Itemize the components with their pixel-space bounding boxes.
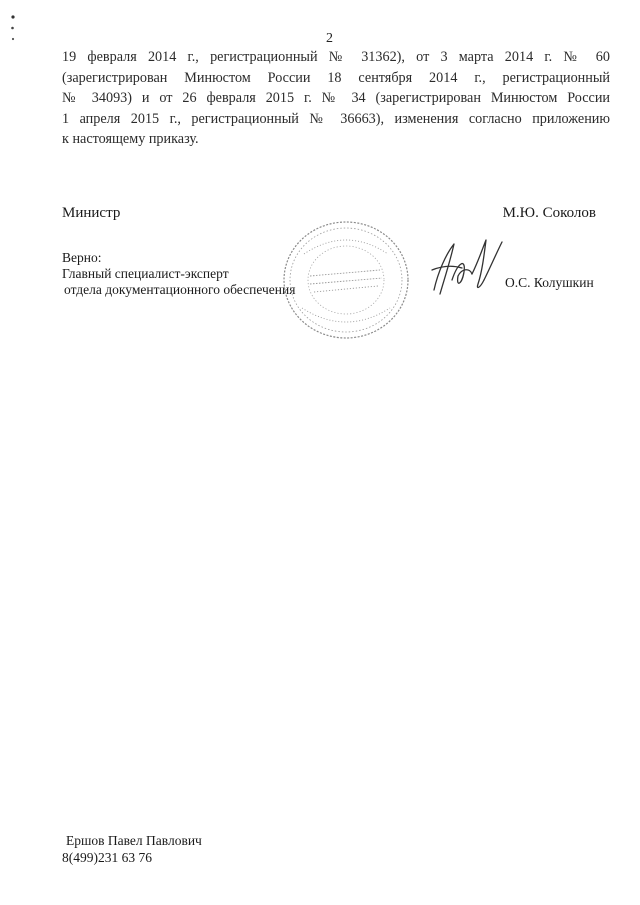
body-line: 1 апреля 2015 г., регистрационный № 36663), изменения согласно приложению — [62, 110, 610, 127]
handwritten-signature — [428, 232, 510, 302]
body-line: № 34093) и от 26 февраля 2015 г. № 34 (зарегистрирован Минюстом России — [62, 90, 610, 107]
scan-artifact-dots — [10, 14, 16, 44]
executor-block — [62, 832, 202, 866]
certifier-name: О.С. Колушкин — [505, 275, 594, 290]
body-line: 19 февраля 2014 г., регистрационный № 31362), от 3 марта 2014 г. № 60 — [62, 49, 610, 65]
signatory-title: Министр — [62, 205, 121, 221]
official-stamp-seal — [280, 218, 412, 342]
verno-label: Верно: — [62, 250, 102, 265]
certification-block — [62, 250, 295, 298]
executor-phone: 8(499)231 63 76 — [62, 850, 152, 865]
signatory-name: М.Ю. Соколов — [502, 205, 596, 221]
executor-name: Ершов Павел Павлович — [66, 833, 202, 848]
position-line-1: Главный специалист-эксперт — [62, 266, 229, 281]
page-number: 2 — [326, 31, 333, 46]
body-paragraph — [62, 47, 610, 150]
position-line-2: отдела документационного обеспечения — [64, 282, 296, 297]
body-line: (зарегистрирован Минюстом России 18 сентября 2014 г., регистрационный — [62, 69, 610, 86]
body-line: к настоящему приказу. — [62, 131, 199, 148]
